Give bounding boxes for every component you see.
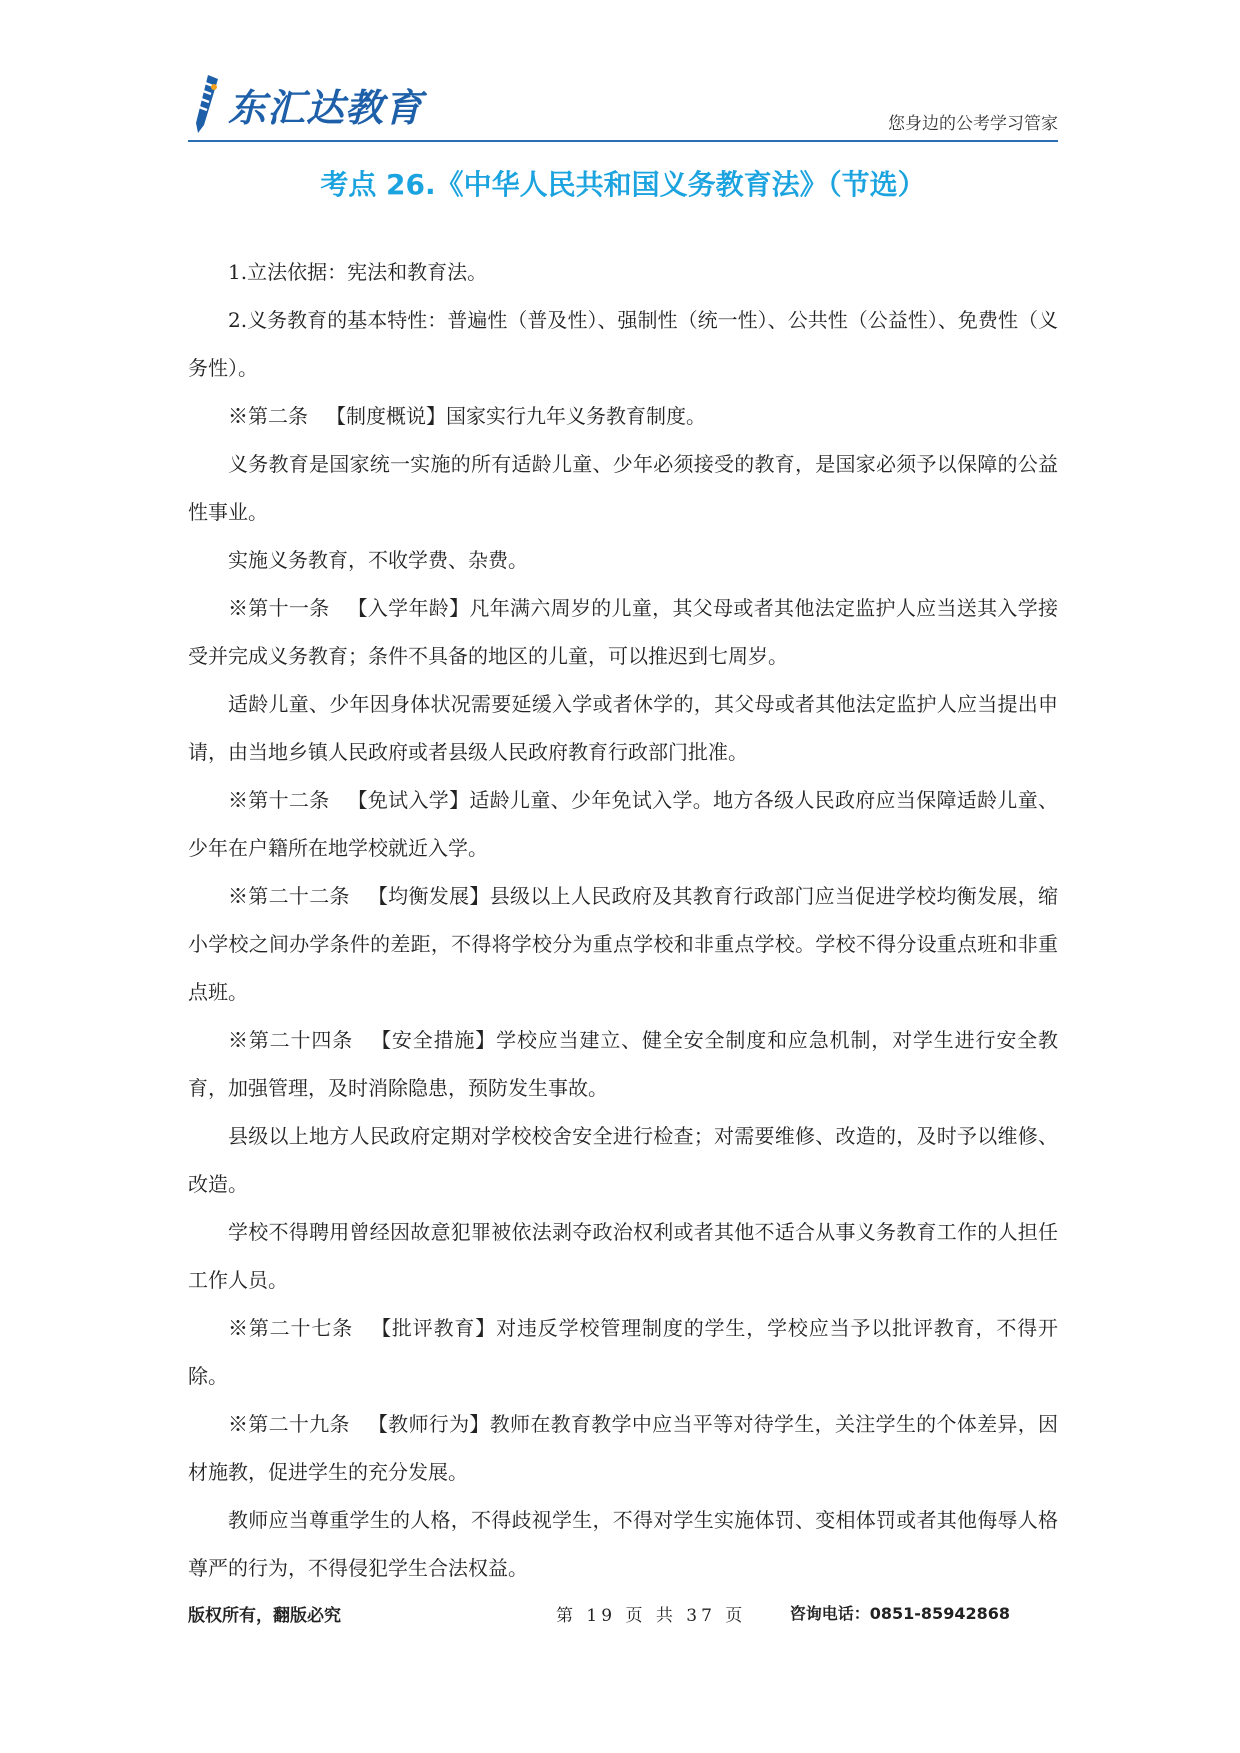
copyright-notice: 版权所有，翻版必究 (188, 1606, 341, 1626)
article-paragraph (188, 584, 1058, 680)
article-number: ※第十二条 (228, 788, 330, 812)
article-tag: 【安全措施】 (371, 1028, 497, 1052)
logo (188, 72, 423, 136)
page-footer (188, 1601, 1058, 1631)
article-tag: 【均衡发展】 (367, 884, 490, 908)
header-slogan: 您身边的公考学习管家 (888, 114, 1058, 134)
article-paragraph (188, 1304, 1058, 1400)
article-tag: 【制度概说】 (326, 404, 446, 428)
article-tag: 【批评教育】 (371, 1316, 497, 1340)
article-tag: 【入学年龄】 (347, 596, 470, 620)
page-header (188, 72, 1058, 142)
article-text: 凡年满六周岁的儿童，其父母或者其他法定监护人应当送其入学接受并完成义务教育；条件不具备的地区的儿童，可以推迟到七周岁。 (188, 596, 1059, 668)
pencil-logo-icon (188, 73, 224, 135)
body-paragraph: 义务教育是国家统一实施的所有适龄儿童、少年必须接受的教育，是国家必须予以保障的公益性事业。 (188, 452, 1058, 524)
article-text: 学校应当建立、健全安全制度和应急机制，对学生进行安全教育，加强管理，及时消除隐患，预防发生事故。 (188, 1028, 1059, 1100)
article-number: ※第二十四条 (228, 1028, 354, 1052)
page-title: 考点 26.《中华人民共和国义务教育法》（节选） (320, 168, 926, 201)
body-paragraph: 县级以上地方人民政府定期对学校校舍安全进行检查；对需要维修、改造的，及时予以维修、改造。 (188, 1124, 1058, 1196)
body-paragraph: 1.立法依据：宪法和教育法。 (228, 260, 488, 284)
article-text: 对违反学校管理制度的学生，学校应当予以批评教育，不得开除。 (188, 1316, 1059, 1388)
contact-phone: 咨询电话：0851-85942868 (789, 1604, 1010, 1623)
article-paragraph (188, 776, 1058, 872)
article-paragraph (188, 1400, 1058, 1496)
article-tag: 【教师行为】 (367, 1412, 490, 1436)
page-number: 第 19 页 共 37 页 (556, 1606, 747, 1626)
article-tag: 【免试入学】 (347, 788, 470, 812)
article-text: 县级以上人民政府及其教育行政部门应当促进学校均衡发展，缩小学校之间办学条件的差距，不得将学校分为重点学校和非重点学校。学校不得分设重点班和非重点班。 (188, 884, 1059, 1004)
document-body (188, 248, 1058, 1592)
article-number: ※第二十七条 (228, 1316, 354, 1340)
article-number: ※第二十九条 (228, 1412, 350, 1436)
article-paragraph (188, 392, 1058, 440)
body-paragraph: 适龄儿童、少年因身体状况需要延缓入学或者休学的，其父母或者其他法定监护人应当提出申请，由当地乡镇人民政府或者县级人民政府教育行政部门批准。 (188, 692, 1058, 764)
article-text: 国家实行九年义务教育制度。 (446, 404, 706, 428)
article-text: 适龄儿童、少年免试入学。地方各级人民政府应当保障适龄儿童、少年在户籍所在地学校就近入学。 (188, 788, 1059, 860)
body-paragraph: 实施义务教育，不收学费、杂费。 (228, 548, 528, 572)
logo-text: 东汇达教育 (228, 85, 424, 130)
article-text: 教师在教育教学中应当平等对待学生，关注学生的个体差异，因材施教，促进学生的充分发展。 (188, 1412, 1059, 1484)
article-number: ※第二十二条 (228, 884, 350, 908)
body-paragraph: 学校不得聘用曾经因故意犯罪被依法剥夺政治权利或者其他不适合从事义务教育工作的人担任工作人员。 (188, 1220, 1058, 1292)
article-number: ※第十一条 (228, 596, 330, 620)
body-paragraph: 2.义务教育的基本特性：普遍性（普及性）、强制性（统一性）、公共性（公益性）、免费性（义务性）。 (188, 308, 1058, 380)
article-paragraph (188, 872, 1058, 1016)
article-number: ※第二条 (228, 404, 308, 428)
body-paragraph: 教师应当尊重学生的人格，不得歧视学生，不得对学生实施体罚、变相体罚或者其他侮辱人格尊严的行为，不得侵犯学生合法权益。 (188, 1508, 1058, 1580)
article-paragraph (188, 1016, 1058, 1112)
